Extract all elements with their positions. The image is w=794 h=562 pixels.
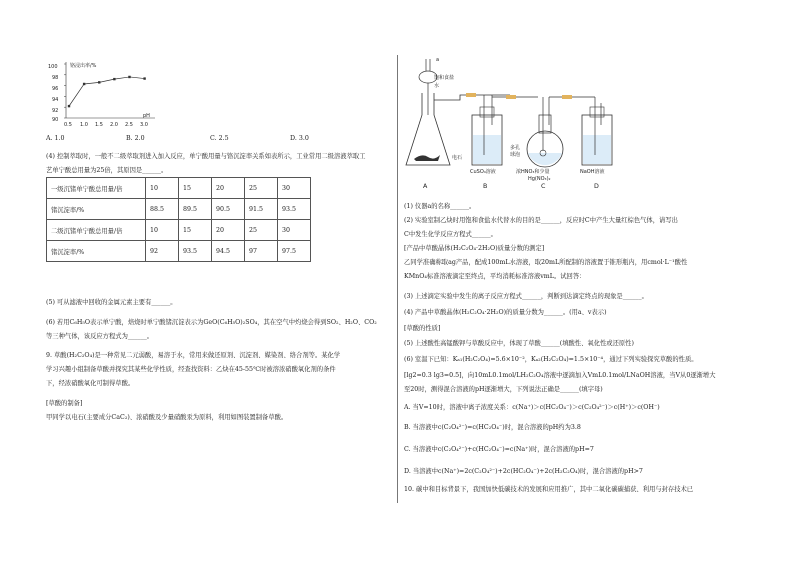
table-cell: 二级沉锗单宁酸总用量/倍: [47, 220, 146, 241]
table-cell: 97.5: [278, 241, 311, 262]
label-hno3-1: 浓HNO₃和少量: [516, 169, 550, 175]
r-q3-intro-2: KMnO₄标准溶液滴定至终点，平均消耗标准溶液vmL。试回答：: [404, 273, 586, 280]
label-D: D: [594, 183, 599, 190]
table-row: [47, 199, 311, 220]
table-cell: 94.5: [212, 241, 245, 262]
table-cell: 15: [179, 220, 212, 241]
label-porous-2: 球泡: [510, 152, 521, 158]
column-divider: [397, 55, 398, 503]
option-a: A. 1.0: [46, 135, 65, 142]
table-cell: 锗沉淀率/%: [47, 241, 146, 262]
q9-line3: 下，经浓硝酸氧化可制得草酸。: [46, 380, 135, 387]
table-cell: 锗沉淀率/%: [47, 199, 146, 220]
chart-y-label: 铬浸出率/%: [70, 63, 97, 69]
table-cell: 10: [146, 220, 179, 241]
table-cell: 93.5: [278, 199, 311, 220]
data-point: [143, 77, 145, 79]
r-q2-line1: (2) 实验室制乙炔时用饱和食盐水代替水的目的是______，反应时C中产生大量红棕色气体，请写出: [404, 217, 678, 224]
q6-line1: (6) 若用C₆H₅O表示单宁酸，焙烧时单宁酸锗沉淀表示为GeO(C₆H₅O)₂SO₄，其在空气中灼烧会得到SO₂、H₂O、CO₂: [46, 319, 377, 326]
table-cell: 97: [245, 241, 278, 262]
data-point: [113, 78, 115, 80]
x-tick: 2.0: [110, 122, 118, 128]
r-q10: 10. 碳中和目标背景下，我国加快低碳技术的发展和应用推广，其中二氧化碳碳捕获、利用与封存技术已: [404, 486, 694, 493]
table-cell: 91.5: [245, 199, 278, 220]
label-A: A: [423, 183, 428, 190]
r-q2-line2: C中发生化学反应方程式______。: [404, 231, 497, 238]
table-row: [47, 241, 311, 262]
label-a: a: [436, 57, 440, 63]
x-tick: 2.5: [125, 122, 133, 128]
table-cell: 93.5: [179, 241, 212, 262]
q6-line2: 等三种气体，该反应方程式为______。: [46, 333, 154, 340]
y-tick: 96: [52, 86, 59, 92]
y-tick: 94: [52, 97, 59, 103]
r-option-a: A. 当V=10时，溶液中离子浓度关系：c(Na⁺)＞c(HC₂O₄⁻)＞c(C₂O₄²⁻)＞c(H⁺)＞c(OH⁻): [404, 404, 660, 411]
table-cell: 一级沉锗单宁酸总用量/倍: [47, 178, 146, 199]
x-tick: 1.5: [95, 122, 103, 128]
data-point: [98, 81, 100, 83]
q4-line2: 艺单宁酸总用量为25倍，其原因是______。: [46, 167, 168, 174]
r-q6-line2: [lg2=0.3 lg3=0.5]，向10mL0.1mol/LH₂C₂O₄溶液中逐滴加入VmL0.1mol/LNaOH溶液，当V从0逐渐增大: [404, 372, 716, 379]
table-cell: 20: [212, 178, 245, 199]
data-point: [68, 105, 70, 107]
table-cell: 30: [278, 220, 311, 241]
label-B: B: [483, 183, 488, 190]
label-funnel: 饱和食盐水: [434, 75, 455, 89]
y-tick: 100: [48, 64, 58, 70]
r-q3-intro-1: 乙同学准确称取ag产品，配成100mL水溶液，取20mL所配制的溶液置于锥形瓶内，用cmol·L⁻¹酸性: [404, 259, 688, 266]
table-cell: 92: [146, 241, 179, 262]
leaching-curve: [69, 77, 145, 106]
y-tick: 92: [52, 108, 59, 114]
q4-line1: (4) 控制萃取时，一般不二级萃取剂进入加入反应，单宁酸用量与铬沉淀率关系如表所示，工业常用二级溶液萃取工: [46, 153, 366, 160]
q5: (5) 可从滤液中回收的金属元素主要有______。: [46, 299, 177, 306]
table-row: [47, 178, 311, 199]
label-calcium-carbide: 电石: [452, 155, 463, 161]
table-cell: 20: [212, 220, 245, 241]
y-tick: 98: [52, 75, 59, 81]
data-point: [128, 76, 130, 78]
table-cell: 89.5: [179, 199, 212, 220]
x-tick: 3.0: [140, 122, 148, 128]
x-tick: 1.0: [80, 122, 88, 128]
label-C: C: [541, 183, 546, 190]
label-naoh: NaOH溶液: [580, 169, 605, 175]
table-cell: 25: [245, 178, 278, 199]
x-tick: 0.5: [64, 122, 72, 128]
section-line: 甲同学以电石(主要成分CaC₂)、浓硝酸及少量硝酸汞为原料，利用如图装置制备草酸。: [46, 414, 288, 421]
r-section-2: [产品中草酸晶体(H₂C₂O₄·2H₂O)质量分数的测定]: [404, 245, 545, 252]
table-row: [47, 220, 311, 241]
r-option-d: D. 当溶液中c(Na⁺)=2c(C₂O₄²⁻)+2c(HC₂O₄⁻)+2c(H₂C₂O₄)时，混合溶液的pH>7: [404, 468, 643, 475]
q9-line1: 9. 草酸(H₂C₂O₄)是一种常见二元弱酸，易溶于水，常用来做还原剂、沉淀剂、媒染剂、络合剂等。某化学: [46, 352, 341, 359]
option-d: D. 3.0: [290, 135, 309, 142]
label-porous-1: 多孔: [510, 145, 521, 151]
r-section-3: [草酸的性质]: [404, 325, 441, 332]
table-cell: 25: [245, 220, 278, 241]
table-cell: 30: [278, 178, 311, 199]
table-cell: 90.5: [212, 199, 245, 220]
r-q5: (5) 上述酸性高锰酸钾与草酸反应中，体现了草酸______(填酸性、氧化性或还原性): [404, 340, 634, 347]
r-q3: (3) 上述滴定实验中发生的离子反应方程式______，判断到达滴定终点的现象是______。: [404, 293, 648, 300]
y-tick: 90: [52, 117, 59, 123]
precipitation-table: [46, 177, 311, 262]
r-q6-line3: 至20时，测得混合溶液的pH逐渐增大，下列说法正确是______(填字母): [404, 386, 603, 393]
q9-line2: 学习兴趣小组制备草酸并探究其某些化学性质，经查找资料：乙炔在45-55℃时被溶浓硝酸氧化剂的条件: [46, 366, 336, 373]
section-heading: [草酸的制备]: [46, 400, 83, 407]
option-c: C. 2.5: [210, 135, 229, 142]
table-cell: 15: [179, 178, 212, 199]
label-hno3-2: Hg(NO₃)₂: [528, 176, 551, 182]
r-option-c: C. 当溶液中c(C₂O₄²⁻)+c(HC₂O₄⁻)=c(Na⁺)时，混合溶液的pH=7: [404, 446, 594, 453]
r-q6-line1: (6) 室温下已知：Kₐ₁(H₂C₂O₄)=5.6×10⁻²，Kₐ₂(H₂C₂O₄)=1.5×10⁻⁴，通过下列实验探究草酸的性质。: [404, 356, 698, 363]
chart-x-label: pH: [143, 113, 150, 119]
r-q1: (1) 仪器a的名称______。: [404, 203, 476, 210]
data-point: [83, 83, 85, 85]
label-cuso4: CuSO₄溶液: [470, 169, 496, 175]
table-cell: 10: [146, 178, 179, 199]
table-cell: 88.5: [146, 199, 179, 220]
r-option-b: B. 当溶液中c(C₂O₄²⁻)=c(HC₂O₄⁻)时，混合溶液的pH约为3.8: [404, 424, 581, 431]
option-b: B. 2.0: [126, 135, 145, 142]
r-q4: (4) 产品中草酸晶体(H₂C₂O₄·2H₂O)的质量分数为______。(用a、v表示): [404, 309, 607, 316]
